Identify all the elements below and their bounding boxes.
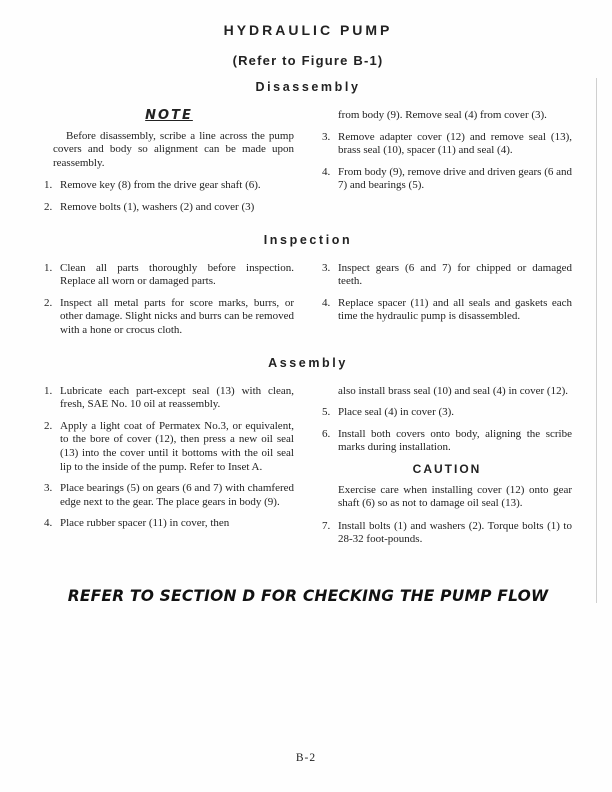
caution-heading: CAUTION <box>412 461 482 476</box>
item-number: 2. <box>44 296 53 309</box>
list-item <box>44 517 294 531</box>
item-number: 3. <box>44 482 53 495</box>
disassembly-columns <box>44 109 572 223</box>
list-item <box>322 406 572 420</box>
inspection-right-column <box>322 262 572 346</box>
item-number: 2. <box>44 419 53 432</box>
list-item <box>44 201 294 215</box>
item-number: 3. <box>322 261 331 274</box>
item-number: 6. <box>322 427 331 440</box>
list-item <box>322 297 572 324</box>
scan-artifact-line <box>596 78 597 603</box>
list-item <box>322 520 572 547</box>
list-item <box>322 262 572 289</box>
item-text: Remove adapter cover (12) and remove seal (13), brass seal (10), spacer (11) and seal (4). <box>338 130 572 157</box>
item-number: 5. <box>322 406 331 419</box>
assembly-columns <box>44 385 572 555</box>
item-number: 1. <box>44 179 53 192</box>
item-number: 4. <box>322 165 331 178</box>
item-number: 3. <box>322 130 331 143</box>
item-text: Place seal (4) in cover (3). <box>338 406 455 419</box>
continuation-text: also install brass seal (10) and seal (4) in cover (12). <box>338 384 569 397</box>
list-item <box>44 297 294 338</box>
item-text: Inspect gears (6 and 7) for chipped or damaged teeth. <box>338 261 572 288</box>
section-heading-assembly: Assembly <box>268 355 348 370</box>
item-text: Install both covers onto body, aligning the scribe marks during installation. <box>338 427 572 454</box>
item-text: Apply a light coat of Permatex No.3, or equivalent, to the bore of cover (12), then press a new oil seal (13) into the cover until it bottoms with the oil seal lip to the inside of the pump. Refer to Inset A. <box>60 419 294 473</box>
section-inspection <box>44 233 572 346</box>
footer-banner: REFER TO SECTION D FOR CHECKING THE PUMP FLOW <box>67 586 549 606</box>
list-item <box>44 420 294 474</box>
item-text: Remove bolts (1), washers (2) and cover (3) <box>60 200 255 213</box>
list-item <box>322 428 572 455</box>
item-text: Install bolts (1) and washers (2). Torque bolts (1) to 28-32 foot-pounds. <box>338 519 572 546</box>
continuation-text: from body (9). Remove seal (4) from cover (3). <box>338 109 547 121</box>
item-number: 4. <box>44 517 53 530</box>
item-text: From body (9), remove drive and driven gears (6 and 7) and bearings (5). <box>338 165 572 192</box>
section-assembly <box>44 356 572 555</box>
item-text: Lubricate each part-except seal (13) with clean, fresh, SAE No. 10 oil at reassembly. <box>60 384 294 411</box>
item-number: 1. <box>44 384 53 397</box>
section-heading-inspection: Inspection <box>263 232 353 247</box>
item-text: Remove key (8) from the drive gear shaft (6). <box>60 179 261 192</box>
item-number: 2. <box>44 200 53 213</box>
list-item <box>44 385 294 412</box>
section-heading-disassembly: Disassembly <box>255 80 361 94</box>
item-text: Clean all parts thoroughly before inspection. Replace all worn or damaged parts. <box>60 261 294 288</box>
list-item <box>322 166 572 193</box>
inspection-left-column <box>44 262 294 346</box>
page-number: B-2 <box>295 752 317 764</box>
item-text: Place rubber spacer (11) in cover, then <box>60 517 230 530</box>
assembly-left-column <box>44 385 294 555</box>
item-number: 7. <box>322 519 331 532</box>
list-item <box>44 482 294 509</box>
item-number: 1. <box>44 261 53 274</box>
item-text: Place bearings (5) on gears (6 and 7) with chamfered edge next to the gear. The place gears in body (9). <box>60 482 294 508</box>
list-item <box>44 262 294 289</box>
item-text: Replace spacer (11) and all seals and gaskets each time the hydraulic pump is disassembled. <box>338 296 572 323</box>
disassembly-right-column <box>322 109 572 223</box>
note-text: Before disassembly, scribe a line across the pump covers and body so alignment can be made upon reassembly. <box>53 129 294 169</box>
disassembly-left-column <box>44 109 294 223</box>
list-item <box>44 179 294 193</box>
page-subtitle: (Refer to Figure B-1) <box>232 53 384 68</box>
assembly-right-column <box>322 385 572 555</box>
list-item <box>322 131 572 158</box>
page-title: HYDRAULIC PUMP <box>223 22 393 38</box>
item-text: Inspect all metal parts for score marks, burrs, or other damage. Slight nicks and burrs can be removed with a hone or crocus cloth. <box>60 296 294 336</box>
section-disassembly <box>44 80 572 223</box>
inspection-columns <box>44 262 572 346</box>
caution-text: Exercise care when installing cover (12) onto gear shaft (6) so as not to damage oil seal (13). <box>338 483 572 510</box>
item-number: 4. <box>322 296 331 309</box>
note-heading: NOTE <box>145 108 193 123</box>
